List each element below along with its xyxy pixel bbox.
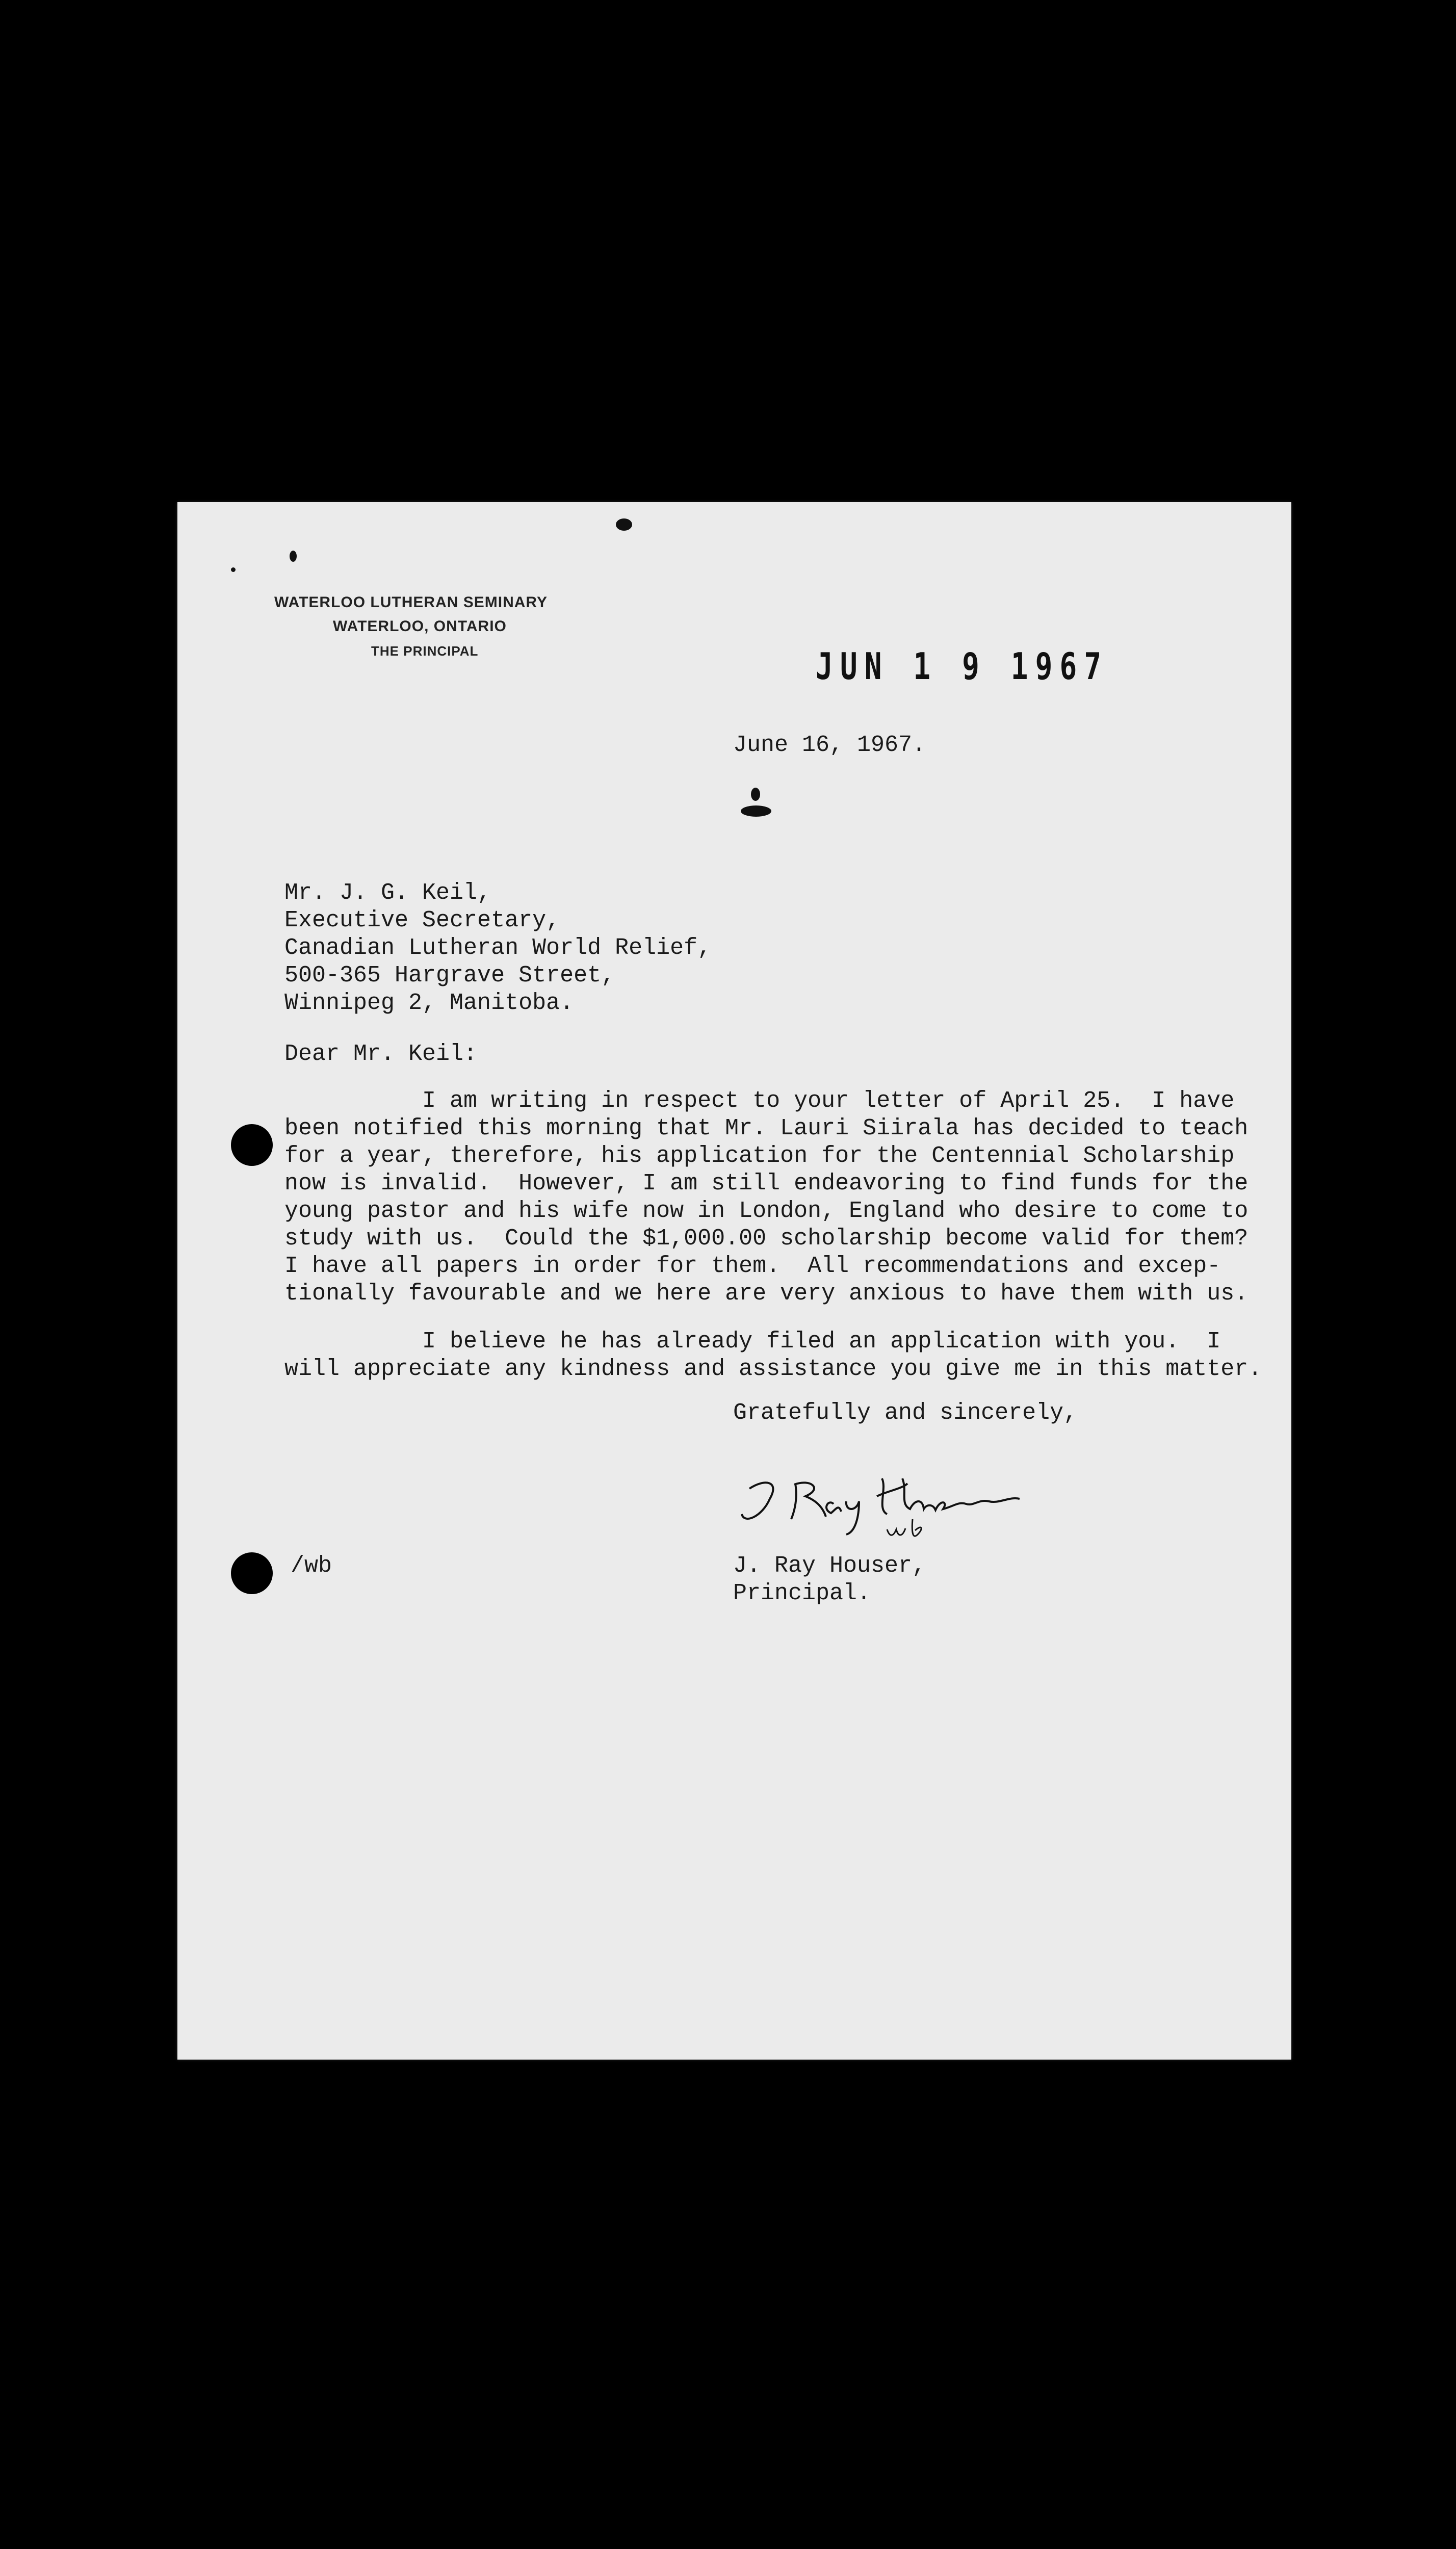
letter-page <box>177 502 1291 2060</box>
signer-title: Principal. <box>733 1580 871 1606</box>
body-line: I believe he has already filed an application with you. I <box>284 1329 1221 1355</box>
recipient-title: Executive Secretary, <box>284 907 560 933</box>
recipient-street: 500-365 Hargrave Street, <box>284 963 615 989</box>
received-date-stamp: JUN 1 9 1967 <box>816 645 1109 688</box>
typist-initials: /wb <box>291 1553 332 1579</box>
body-line: tionally favourable and we here are very anxious to have them with us. <box>284 1281 1249 1307</box>
punch-hole <box>231 1552 273 1594</box>
ink-spot <box>290 551 297 562</box>
body-line: for a year, therefore, his application for the Centennial Scholarship <box>284 1143 1235 1169</box>
salutation: Dear Mr. Keil: <box>284 1041 478 1067</box>
ink-smudge <box>751 788 760 801</box>
letterhead-location: WATERLOO, ONTARIO <box>333 618 507 635</box>
punch-hole <box>231 1124 273 1166</box>
body-line: study with us. Could the $1,000.00 scholarship become valid for them? <box>284 1226 1249 1252</box>
ink-smudge <box>741 805 771 817</box>
body-line: now is invalid. However, I am still endeavoring to find funds for the <box>284 1171 1249 1197</box>
handwritten-signature <box>734 1468 1030 1545</box>
recipient-name: Mr. J. G. Keil, <box>284 880 491 906</box>
signer-name: J. Ray Houser, <box>733 1553 926 1579</box>
body-line: will appreciate any kindness and assistance you give me in this matter. <box>284 1356 1262 1382</box>
body-line: I am writing in respect to your letter of April 25. I have <box>284 1088 1235 1114</box>
ink-spot <box>231 567 236 572</box>
ink-spot <box>616 518 632 531</box>
letterhead-seminary: WATERLOO LUTHERAN SEMINARY <box>274 594 548 611</box>
closing: Gratefully and sincerely, <box>733 1400 1078 1426</box>
letter-date: June 16, 1967. <box>733 732 926 758</box>
body-line: young pastor and his wife now in London, England who desire to come to <box>284 1198 1249 1224</box>
recipient-city: Winnipeg 2, Manitoba. <box>284 990 574 1016</box>
recipient-organization: Canadian Lutheran World Relief, <box>284 935 712 961</box>
body-line: I have all papers in order for them. All recommendations and excep- <box>284 1253 1221 1279</box>
body-line: been notified this morning that Mr. Lauri Siirala has decided to teach <box>284 1115 1249 1141</box>
letterhead-principal: THE PRINCIPAL <box>371 643 479 659</box>
